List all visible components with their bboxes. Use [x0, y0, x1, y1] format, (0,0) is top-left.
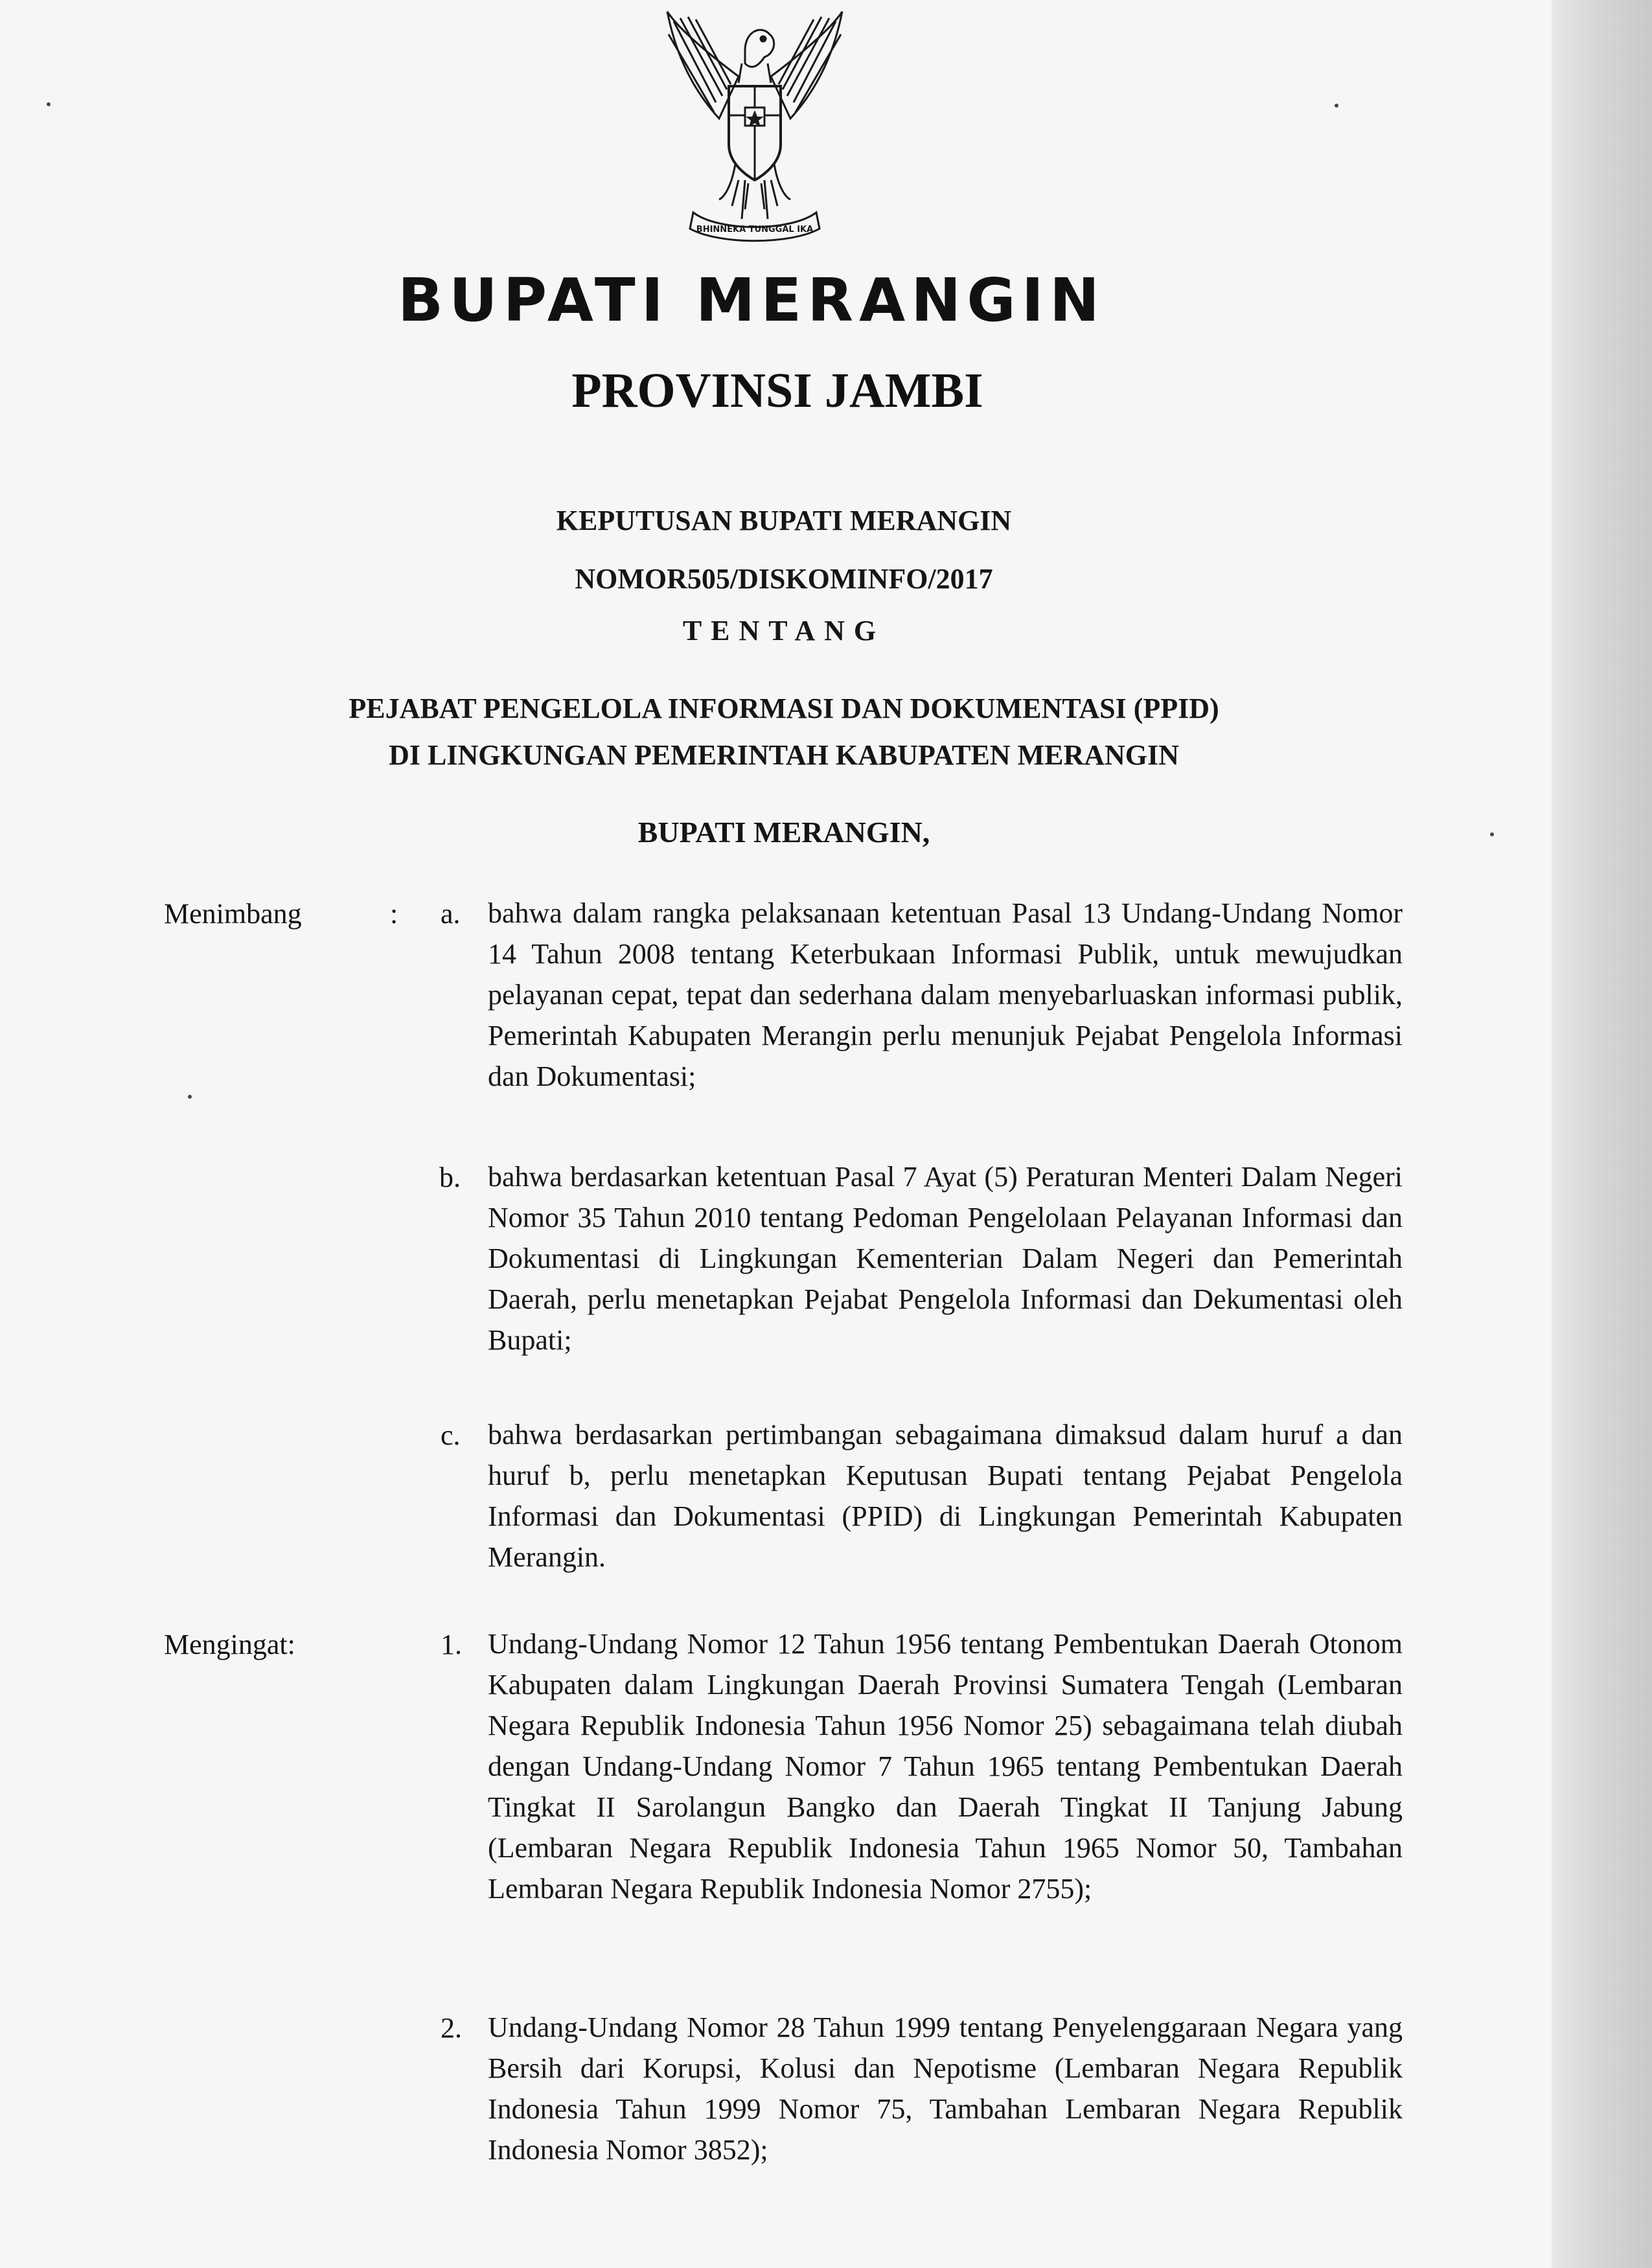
decree-title: KEPUTUSAN BUPATI MERANGIN: [556, 505, 1012, 536]
province-title: PROVINSI JAMBI: [571, 363, 983, 418]
decree-tentang: TENTANG: [682, 615, 886, 647]
decree-number: NOMOR505/DISKOMINFO/2017: [575, 563, 993, 595]
menimbang-item-text: bahwa berdasarkan ketentuan Pasal 7 Ayat (5) Peraturan Menteri Dalam Negeri Nomor 35 Tahun 2010 tentang Pedoman Pengelolaan Pelayanan Informasi dan Dokumentasi di Lingkungan Kementerian Dalam Negeri dan Pemerintah Daerah, perlu menetapkan Pejabat Pengelola Informasi dan Dekumentasi oleh Bupati;: [488, 1161, 1403, 1356]
decree-subject-line1: PEJABAT PENGELOLA INFORMASI DAN DOKUMENTASI (PPID): [349, 693, 1219, 724]
decree-subject-line2: DI LINGKUNGAN PEMERINTAH KABUPATEN MERANGIN: [389, 739, 1179, 771]
menimbang-item-marker: b.: [439, 1162, 461, 1193]
menimbang-item-marker: a.: [441, 898, 461, 930]
menimbang-colon: :: [390, 898, 398, 930]
crest-motto: BHINNEKA TUNGGAL IKA: [696, 225, 814, 235]
mengingat-item-marker: 1.: [441, 1629, 462, 1660]
decree-issuer: BUPATI MERANGIN,: [637, 816, 930, 849]
scan-speck: [47, 102, 51, 106]
menimbang-item-text: bahwa berdasarkan pertimbangan sebagaimana dimaksud dalam huruf a dan huruf b, perlu menetapkan Keputusan Bupati tentang Pejabat Pengelola Informasi dan Dokumentasi (PPID) di Lingkungan Pemerintah Kabupaten Merangin.: [488, 1419, 1403, 1573]
menimbang-item-text: bahwa dalam rangka pelaksanaan ketentuan Pasal 13 Undang-Undang Nomor 14 Tahun 2008 tentang Keterbukaan Informasi Publik, untuk mewujudkan pelayanan cepat, tepat dan sederhana dalam menyebarluaskan informasi publik, Pemerintah Kabupaten Merangin perlu menunjuk Pejabat Pengelola Informasi dan Dokumentasi;: [488, 897, 1403, 1092]
scanner-edge: [1552, 0, 1652, 2268]
scan-speck: [188, 1095, 192, 1099]
mengingat-label: Mengingat:: [164, 1629, 295, 1660]
mengingat-item-text: Undang-Undang Nomor 12 Tahun 1956 tentang Pembentukan Daerah Otonom Kabupaten dalam Lingkungan Daerah Provinsi Sumatera Tengah (Lembaran Negara Republik Indonesia Tahun 1956 Nomor 25) sebagaimana telah diubah dengan Undang-Undang Nomor 7 Tahun 1965 tentang Pembentukan Daerah Tingkat II Sarolangun Bangko dan Daerah Tingkat II Tanjung Jabung (Lembaran Negara Republik Indonesia Tahun 1965 Nomor 50, Tambahan Lembaran Negara Republik Indonesia Nomor 2755);: [488, 1628, 1403, 1905]
mengingat-item-marker: 2.: [441, 2012, 462, 2044]
mengingat-item-text: Undang-Undang Nomor 28 Tahun 1999 tentang Penyelenggaraan Negara yang Bersih dari Korupsi, Kolusi dan Nepotisme (Lembaran Negara Republik Indonesia Tahun 1999 Nomor 75, Tambahan Lembaran Negara Republik Indonesia Nomor 3852);: [488, 2011, 1403, 2166]
menimbang-item-marker: c.: [441, 1419, 461, 1451]
scan-speck: [1335, 104, 1338, 108]
scan-speck: [1490, 832, 1494, 836]
regent-title: BUPATI MERANGIN: [397, 266, 1106, 335]
garuda-crest-icon: [654, 5, 855, 255]
menimbang-label: Menimbang: [164, 898, 302, 930]
